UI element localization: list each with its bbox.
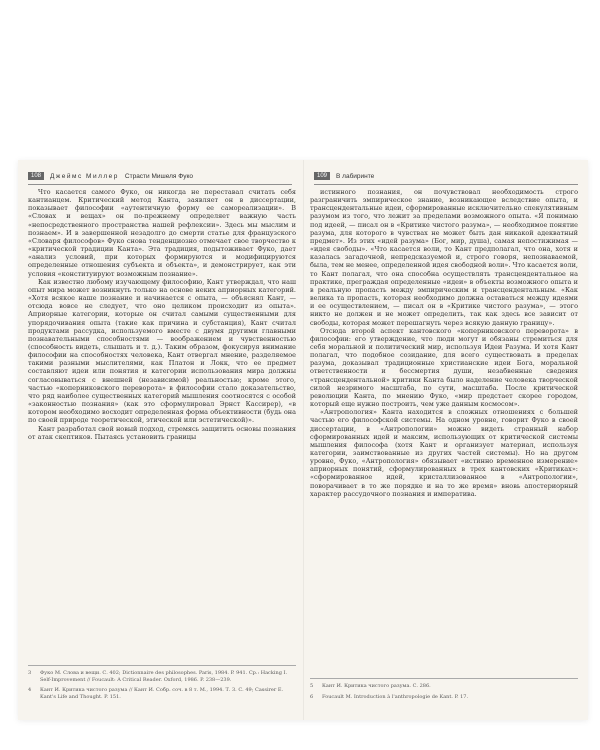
footnote-number: 3 [28, 670, 32, 677]
running-section-title: В лабиринте [336, 172, 375, 180]
page-gutter [303, 160, 304, 720]
footnote-number: 6 [310, 693, 314, 700]
right-body-text [310, 188, 578, 498]
left-paragraph: Как известно любому изучающему философию, Кант утверждал, что наш опыт мира может возникнуть только на основе неких априорных категорий. «Хотя всякое наше познание и начинается с опыта, — объяснял Кант, — отсюда вовсе не следует, что оно целиком происходит из опыта». Априорные категории, которые он считал самыми существенными для упорядочивания опыта (такие как причина и субстанция), Кант считал продуктами рассудка, используемого вместе с двумя другими главными познавательными способностями — воображением и чувственностью (способность видеть, слышать и т. д.). Таким образом, фокусируя внимание философии на способностях человека, Кант отвергал мнение, разделяемое такими разными мыслителями, как Платон и Локк, что ее предмет составляют идеи или понятия и категории использования мира должны согласовываться с внешней (независимой) реальностью; кроме этого, частью «коперниковского переворота» в философии стало доказательство, что ряд наиболее существенных категорий мышления соотносятся с особой «законностью познания» (как это сформулировал Эрнст Кассирер), «в котором необходимо восходит определенная форма объективности (будь она по своей природе теоретической, этической или эстетической)». [28, 277, 296, 425]
footnote [28, 687, 296, 700]
right-paragraph: Отсюда второй аспект кантовского «коперниковского переворота» в философии: его утверждение, что люди могут и обязаны стремиться для себя моральной и политический мир, используя Идеи Разума. И хотя Кант полагал, что подобное созидание, для всего существовать в пределах разума, доказывал традиционные христианские идеи Бога, моральной ответственности и бессмертия души, незабвенные сведения «трансцендентальной» критики Канта было наделение человека творческой силой незримого масштаба, по сути, масштаба. После критической революции Канта, по мнению Фуко, «мир предстает скорее городом, который еще нужно построить, чем уже данным космосом». [310, 326, 578, 409]
right-body [310, 188, 578, 650]
footnote-text: Кант И. Критика чистого разума. С. 286. [322, 683, 431, 690]
book-spread [18, 160, 588, 720]
footnote-text: Фуко М. Слова и вещи. С. 402; Dictionnaire des philosophes. Paris, 1984. P. 941. Cp.: Hacking I. Self-Improvement // Foucault: A Critical Reader. Oxford, 1986. P. 238—239. [40, 670, 288, 683]
right-folio: 109 [314, 172, 330, 180]
left-page [28, 170, 296, 710]
running-author: Джеймс Миллер [50, 172, 119, 180]
footnote [310, 694, 578, 700]
right-paragraph: «Антропология» Канта находится в сложных отношениях с большей частью его философской системы. На одном уровне, говорит Фуко в своей диссертации, в «Антропологии» можно видеть странный набор сформированных идей и максим, использующих от критической системы мышления философа (хотя Кант и организует материал, используя категории, заимствованные из других частей системы). Но на другом уровне, Фуко, «Антропология» обязывает «истинно временное измерение» априорных понятий, сформулированных в трех кантовских «Критиках»: «сформированное идей, кристаллизованное в «Антропологии», поворачивает в то же порядке и на то же время» вновь апостериорный характер рассудочного познания и императива. [310, 408, 578, 498]
right-paragraph: истинного познания, он почувствовал необходимость строго разграничить эмпирическое знание, возникающее вследствие опыта, и трансцендентальные идеи, сформированные исключительно спекулятивным разумом из того, что лежит за пределами возможного опыта. «Я понимаю под идеей, — писал он в «Критике чистого разума», — необходимое понятие разума, для которого в чувствах не может быть дан никакой адекватный предмет». Из этих «идей разума» (Бог, мир, душа), самая непостижимая — «идея свободы». «Что касается воли, то Кант предполагал, что она, хотя и казалась загадочной, непредсказуемой и, строго говоря, непознаваемой, была, тем не менее, определенной идея свободной воли». Что касается воли, то Кант полагал, что она способна осуществлять трансцендентальное на практике, преграждая определенные «идеи» в объекты возможного опыта и в реальную пропасть между эмпирическим и трансцендентальным. «Как велика та пропасть, которая необходимо должна оставаться между идеями и ее осуществлением, — писал он в «Критике чистого разума», — этого никто не должен и не может определить, так как здесь все зависит от свободы, которая может перешагнуть через всякую данную границу». [310, 188, 578, 327]
running-book-title: Страсти Мишеля Фуко [124, 172, 193, 180]
left-paragraph: Что касается самого Фуко, он никогда не переставал считать себя кантианцем. Критический метод Канта, заявляет он в диссертации, показывает философии «аутентичную форму ее самореализации». В «Словах и вещах» он по-прежнему определяет важную часть «непосредственного пространства нашей рефлексии». Здесь мы мыслим и познаем». И в завершенной незадолго до смерти статье для французского «Словаря философов» Фуко снова тенденциозно отмечает свое творчество к «критической традиции Канта». Эта традиция, подытоживает Фуко, дает «анализ условий, при которых формируются и модифицируются определенные отношения субъекта и объекта», и демонстрирует, как эти условия «конституируют возможным познание». [28, 188, 296, 278]
left-paragraph: Кант разработал свой новый подход, стремясь защитить основы познания от атак скептиков. Пытаясь установить границы [28, 424, 296, 441]
right-footnotes [310, 678, 578, 704]
footnote-number: 5 [310, 683, 314, 690]
left-footnotes [28, 665, 296, 704]
left-folio: 108 [28, 172, 44, 180]
left-body [28, 188, 296, 650]
footnote [310, 683, 578, 689]
left-body-text [28, 188, 296, 441]
footnote [28, 670, 296, 683]
right-running-head [314, 170, 578, 185]
right-page [310, 170, 578, 710]
left-running-head [28, 170, 292, 185]
footnote-text: Foucault M. Introduction à l'anthropologie de Kant. P. 17. [322, 693, 469, 700]
footnote-text: Кант И. Критика чистого разума // Кант И. Собр. соч. в 8 т. М., 1994. Т. 3. С. 49; Cassirer E. Kant's Life and Thought. P. 151. [40, 687, 284, 700]
footnote-number: 4 [28, 687, 32, 694]
